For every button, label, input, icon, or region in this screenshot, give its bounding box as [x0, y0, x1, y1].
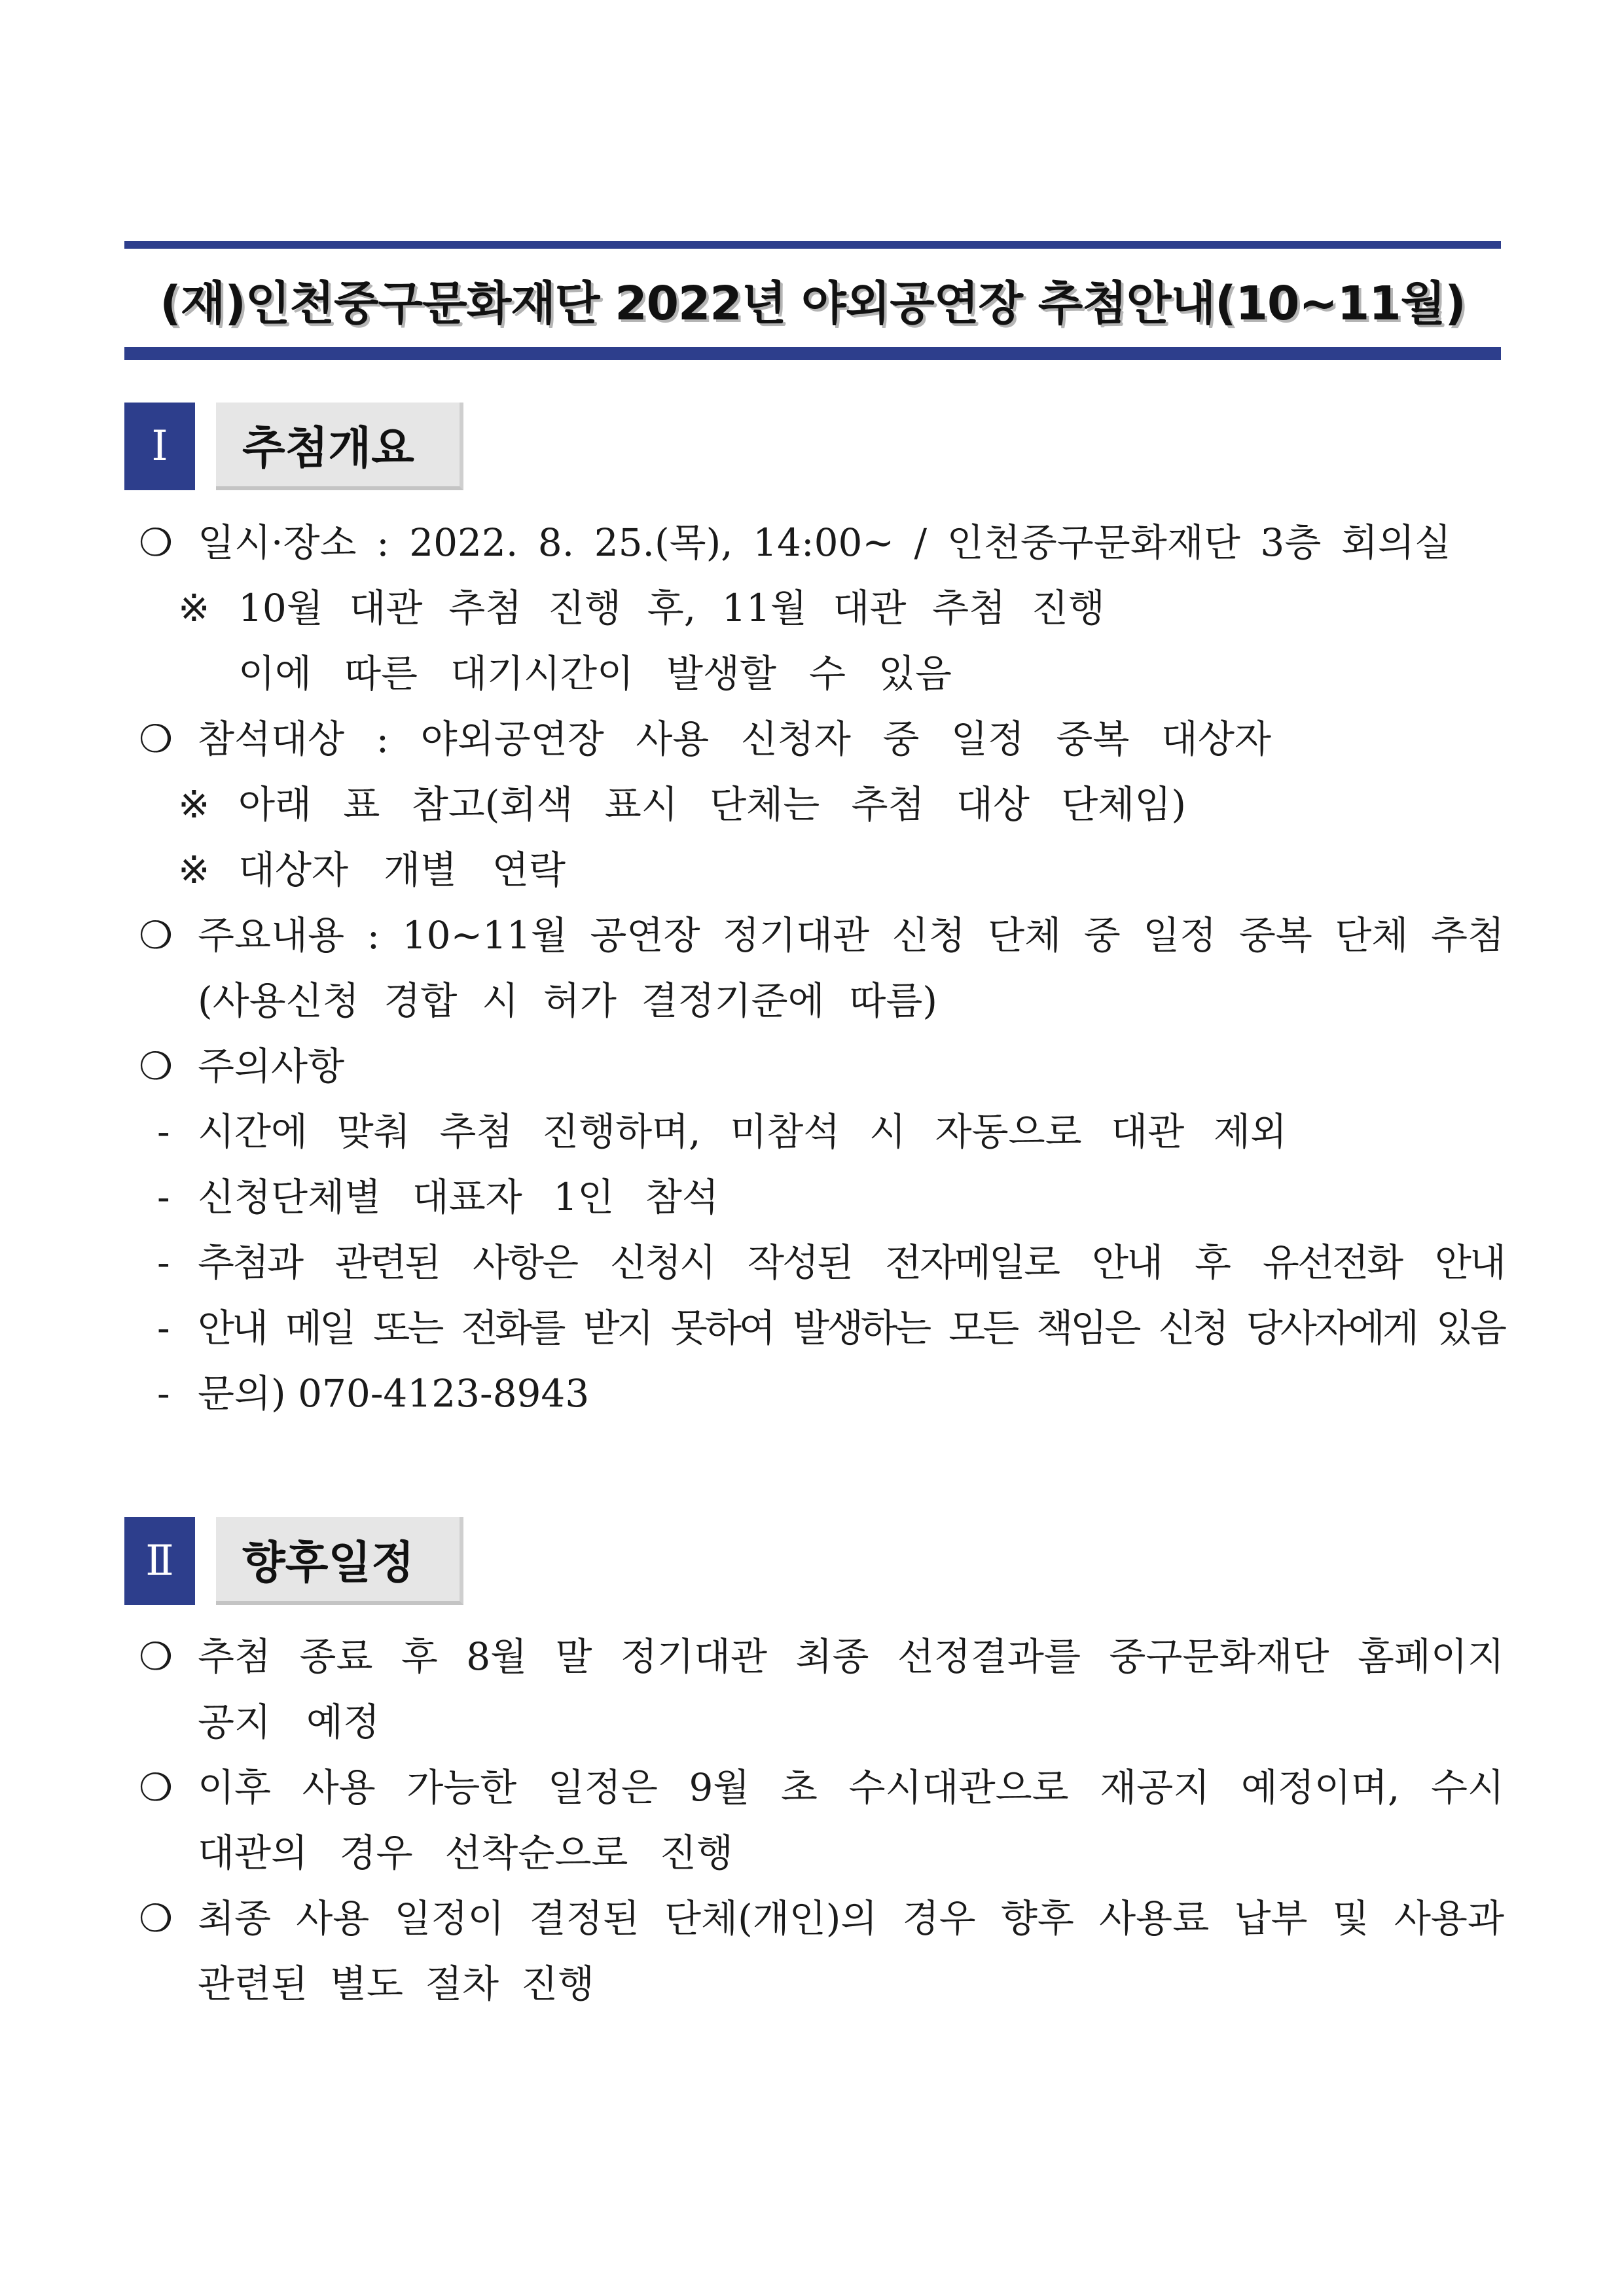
dash-marker: -: [157, 1175, 170, 1219]
line-text: 대관의 경우 선착순으로 진행: [198, 1831, 733, 1875]
line-text: 참석대상 : 야외공연장 사용 신청자 중 일정 중복 대상자: [198, 717, 1271, 761]
line-text: 추첨과 관련된 사항은 신청시 작성된 전자메일로 안내 후 유선전화 안내: [198, 1240, 1504, 1285]
section-number: Ⅰ: [124, 403, 195, 490]
line-text: 안내 메일 또는 전화를 받지 못하여 발생하는 모든 책임은 신청 당사자에게 있음: [198, 1306, 1504, 1350]
bullet-marker: ❍: [139, 1634, 173, 1679]
line-text: 아래 표 참고(회색 표시 단체는 추첨 대상 단체임): [238, 782, 1186, 827]
line-text: 이후 사용 가능한 일정은 9월 초 수시대관으로 재공지 예정이며, 수시: [198, 1765, 1504, 1810]
bullet-marker: ❍: [139, 1765, 173, 1810]
line-text: 최종 사용 일정이 결정된 단체(개인)의 경우 향후 사용료 납부 및 사용과: [198, 1896, 1504, 1941]
line-text: 주요내용 : 10~11월 공연장 정기대관 신청 단체 중 일정 중복 단체 추첨: [198, 913, 1504, 958]
line-text: 시간에 맞춰 추첨 진행하며, 미참석 시 자동으로 대관 제외: [198, 1109, 1287, 1154]
section-number: Ⅱ: [124, 1517, 195, 1605]
line-text: 10월 대관 추첨 진행 후, 11월 대관 추첨 진행: [238, 586, 1105, 630]
contact-line: 문의) 070-4123-8943: [198, 1371, 590, 1416]
section-title: 향후일정: [216, 1517, 463, 1605]
note-marker: ※: [178, 782, 210, 827]
dash-marker: -: [157, 1109, 170, 1154]
line-text: 신청단체별 대표자 1인 참석: [198, 1175, 719, 1219]
line-text: 공지 예정: [198, 1700, 380, 1744]
note-marker: ※: [178, 586, 210, 630]
line-text: (사용신청 경합 시 허가 결정기준에 따름): [198, 978, 937, 1023]
bullet-marker: ❍: [139, 717, 173, 761]
line-text: 일시·장소 : 2022. 8. 25.(목), 14:00~ / 인천중구문화재단 3층 회의실: [198, 520, 1451, 565]
dash-marker: -: [157, 1306, 170, 1350]
document-title: (재)인천중구문화재단 2022년 야외공연장 추첨안내(10~11월): [160, 276, 1466, 331]
line-text: 추첨 종료 후 8월 말 정기대관 최종 선정결과를 중구문화재단 홈페이지: [198, 1634, 1504, 1679]
note-marker: ※: [178, 848, 210, 892]
bullet-marker: ❍: [139, 520, 173, 565]
bullet-marker: ❍: [139, 1896, 173, 1941]
title-rule-bottom: [124, 347, 1501, 360]
line-text: 관련된 별도 절차 진행: [198, 1962, 594, 2006]
line-text: 대상자 개별 연락: [238, 848, 566, 892]
bullet-marker: ❍: [139, 1044, 173, 1088]
bullet-marker: ❍: [139, 913, 173, 958]
line-text: 주의사항: [198, 1044, 345, 1088]
dash-marker: -: [157, 1371, 170, 1416]
line-text: 이에 따른 대기시간이 발생할 수 있음: [238, 651, 952, 696]
title-rule-top: [124, 241, 1501, 249]
dash-marker: -: [157, 1240, 170, 1285]
section-title: 추첨개요: [216, 403, 463, 490]
